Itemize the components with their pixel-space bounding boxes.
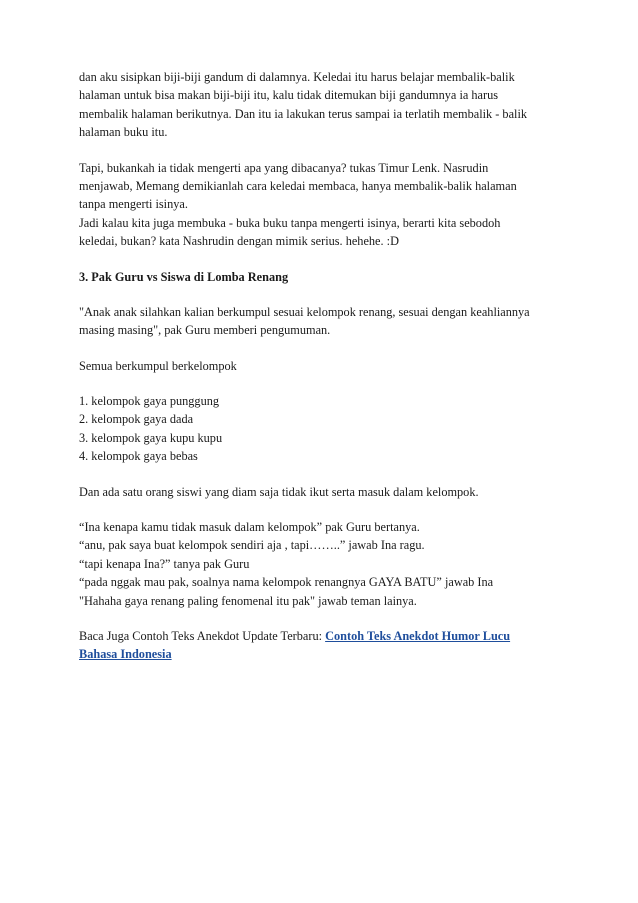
paragraph-silent-student: Dan ada satu orang siswi yang diam saja tidak ikut serta masuk dalam kelompok.	[79, 484, 479, 499]
dialogue-line: “tapi kenapa Ina?” tanya pak Guru	[79, 556, 250, 571]
text-line: tanpa mengerti isinya.	[79, 197, 188, 212]
paragraph-grouping: Semua berkumpul berkelompok	[79, 358, 237, 373]
list-item: 2. kelompok gaya dada	[79, 412, 194, 427]
list-item: 1. kelompok gaya punggung	[79, 394, 220, 409]
list-item: 3. kelompok gaya kupu kupu	[79, 430, 223, 445]
text-line: halaman untuk bisa makan biji-biji itu, kalu tidak ditemukan biji gandumnya ia harus	[79, 88, 499, 103]
dialogue-line: “Ina kenapa kamu tidak masuk dalam kelompok” pak Guru bertanya.	[79, 520, 420, 535]
text-line: dan aku sisipkan biji-biji gandum di dalamnya. Keledai itu harus belajar membalik-balik	[79, 70, 515, 84]
read-also-prefix: Baca Juga Contoh Teks Anekdot Update Terbaru:	[79, 628, 323, 643]
paragraph-announcement	[79, 303, 571, 340]
text-line: masing masing", pak Guru memberi pengumuman.	[79, 323, 331, 338]
dialogue-line: “pada nggak mau pak, soalnya nama kelompok renangnya GAYA BATU” jawab Ina	[79, 575, 494, 590]
text-line: halaman buku itu.	[79, 125, 168, 140]
document-page	[79, 68, 571, 664]
read-also-link-continued[interactable]: Bahasa Indonesia	[79, 647, 172, 662]
group-list	[79, 392, 571, 466]
text-line: menjawab, Memang demikianlah cara keledai membaca, hanya membalik-balik halaman	[79, 178, 517, 193]
paragraph-nasrudin-2	[79, 159, 571, 251]
read-also-link[interactable]: Contoh Teks Anekdot Humor Lucu	[325, 628, 511, 643]
text-line: Jadi kalau kita juga membuka - buka buku tanpa mengerti isinya, berarti kita sebodoh	[79, 215, 501, 230]
dialogue	[79, 518, 571, 610]
text-line: "Anak anak silahkan kalian berkumpul sesuai kelompok renang, sesuai dengan keahliannya	[79, 304, 530, 319]
text-line: Tapi, bukankah ia tidak mengerti apa yang dibacanya? tukas Timur Lenk. Nasrudin	[79, 160, 489, 175]
dialogue-line: “anu, pak saya buat kelompok sendiri aja , tapi……..” jawab Ina ragu.	[79, 538, 425, 553]
paragraph-nasrudin-1	[79, 68, 571, 142]
text-line: membalik halaman berikutnya. Dan itu ia lakukan terus sampai ia terlatih membalik - balik	[79, 106, 528, 121]
list-item: 4. kelompok gaya bebas	[79, 449, 198, 464]
dialogue-line: "Hahaha gaya renang paling fenomenal itu pak" jawab teman lainya.	[79, 593, 417, 608]
read-also	[79, 627, 571, 664]
text-line: keledai, bukan? kata Nashrudin dengan mimik serius. hehehe. :D	[79, 234, 399, 249]
section-heading: 3. Pak Guru vs Siswa di Lomba Renang	[79, 269, 289, 284]
